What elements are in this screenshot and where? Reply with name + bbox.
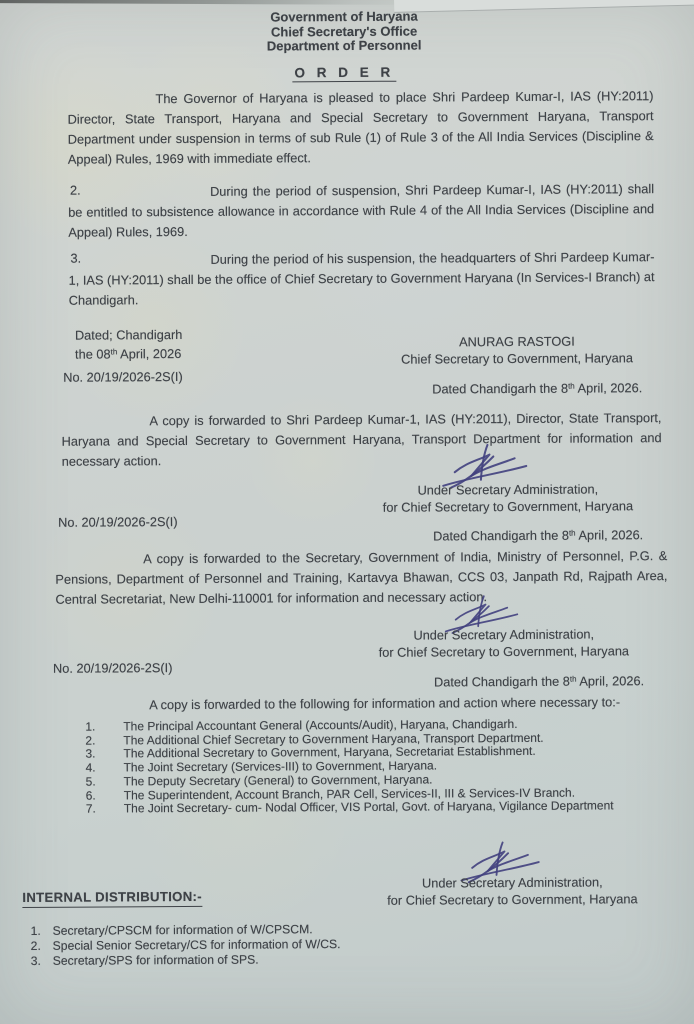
dated-line-1: Dated Chandigarh the 8th April, 2026. bbox=[432, 380, 643, 397]
signatory-title: Chief Secretary to Government, Haryana bbox=[401, 350, 634, 367]
under-secretary-block-1: Under Secretary Administration, for Chief Secretary to Government, Haryana bbox=[382, 481, 634, 515]
distribution-item: 2. The Additional Chief Secretary to Government Haryana, Transport Department. bbox=[85, 730, 544, 748]
paragraph-1: The Governor of Haryana is pleased to place Shri Pardeep Kumar-I, IAS (HY:2011) Director, State Transport, Haryana and Special Secretary to Government Haryana, Transport Department under suspension in terms of sub Rule (1) of Rule 3 of the All India Services (Discipline & Appeal) Rules, 1969 with immediate effect. bbox=[67, 88, 654, 167]
order-title: O R D E R bbox=[0, 62, 691, 84]
distribution-item: 4. The Joint Secretary (Services-III) to Government, Haryana. bbox=[85, 758, 438, 775]
internal-distribution-heading: INTERNAL DISTRIBUTION:- bbox=[22, 889, 202, 908]
forwarding-paragraph-2: A copy is forwarded to the Secretary, Government of India, Ministry of Personnel, P.G. & Pensions, Department of Personnel and Training, Kartavya Bhawan, CCS 03, Janpath Rd, Rajpath Area, Central Secretariat, New Delhi-110001 for information and necessary action. bbox=[55, 548, 668, 607]
distribution-item: 6. The Superintendent, Account Branch, PAR Cell, Services-II, III & Services-IV Branch. bbox=[85, 785, 576, 803]
forwarding-paragraph-1: A copy is forwarded to Shri Pardeep Kumar-1, IAS (HY:2011), Director, State Transport, Haryana and Special Secretary to Government Haryana, Transport Department for information and necessary action. bbox=[61, 410, 662, 469]
under-secretary-block-3: Under Secretary Administration, for Chief Secretary to Government, Haryana bbox=[387, 874, 638, 908]
superscript-th: th bbox=[569, 674, 577, 684]
signatory-name: ANURAG RASTOGI bbox=[459, 333, 575, 350]
reference-number-1: No. 20/19/2026-2S(I) bbox=[63, 369, 183, 385]
paragraph-3: During the period of his suspension, the headquarters of Shri Pardeep Kumar-1, IAS (HY:2011) shall be the office of Chief Secretary to Government Haryana (In Services-I Branch) at Chandigarh. bbox=[68, 249, 655, 308]
signatory-block bbox=[367, 332, 667, 368]
superscript-th: th bbox=[110, 346, 118, 356]
under-secretary-block-2: Under Secretary Administration, for Chief Secretary to Government, Haryana bbox=[378, 626, 630, 660]
dated-place-block bbox=[75, 327, 183, 363]
dated-line-3: Dated Chandigarh the 8th April, 2026. bbox=[433, 673, 645, 690]
distribution-item: 1. The Principal Accountant General (Accounts/Audit), Haryana, Chandigarh. bbox=[85, 716, 518, 734]
reference-number-2: No. 20/19/2026-2S(I) bbox=[58, 514, 178, 530]
paragraph-2-number: 2. bbox=[69, 182, 81, 198]
internal-distribution-item: 2. Special Senior Secretary/CS for information of W/CS. bbox=[30, 937, 341, 954]
distribution-item: 3. The Additional Secretary to Government, Haryana, Secretariat Establishment. bbox=[85, 744, 536, 762]
superscript-th: th bbox=[568, 528, 576, 538]
paragraph-3-number: 3. bbox=[70, 250, 82, 266]
letterhead-dept: Department of Personnel bbox=[266, 37, 422, 54]
letterhead-office: Chief Secretary's Office bbox=[270, 23, 418, 39]
letterhead bbox=[0, 8, 691, 56]
internal-distribution-item: 3. Secretary/SPS for information of SPS. bbox=[30, 952, 259, 969]
dated-line-2: Dated Chandigarh the 8th April, 2026. bbox=[433, 527, 644, 544]
paragraph-2: During the period of suspension, Shri Pardeep Kumar-I, IAS (HY:2011) shall be entitled to subsistence allowance in accordance with Rule 4 of the All India Services (Discipline and Appeal) Rules, 1969. bbox=[68, 181, 655, 240]
distribution-item: 5. The Deputy Secretary (General) to Government, Haryana. bbox=[85, 772, 433, 789]
reference-number-3: No. 20/19/2026-2S(I) bbox=[52, 660, 173, 676]
letterhead-org: Government of Haryana bbox=[270, 8, 418, 25]
distribution-item: 7. The Joint Secretary- cum- Nodal Officer, VIS Portal, Govt. of Haryana, Vigilance Department bbox=[85, 798, 614, 816]
internal-distribution-item: 1. Secretary/CPSCM for information of W/CPSCM. bbox=[30, 922, 313, 938]
internal-distribution-list bbox=[31, 921, 531, 970]
distribution-list bbox=[85, 717, 652, 816]
superscript-th: th bbox=[568, 381, 575, 391]
dated-date: the 08th April, 2026 bbox=[74, 345, 182, 362]
forwarding-paragraph-3-intro: A copy is forwarded to the following for information and action where necessary to:- bbox=[149, 694, 621, 713]
dated-place: Dated; Chandigarh bbox=[74, 327, 183, 343]
